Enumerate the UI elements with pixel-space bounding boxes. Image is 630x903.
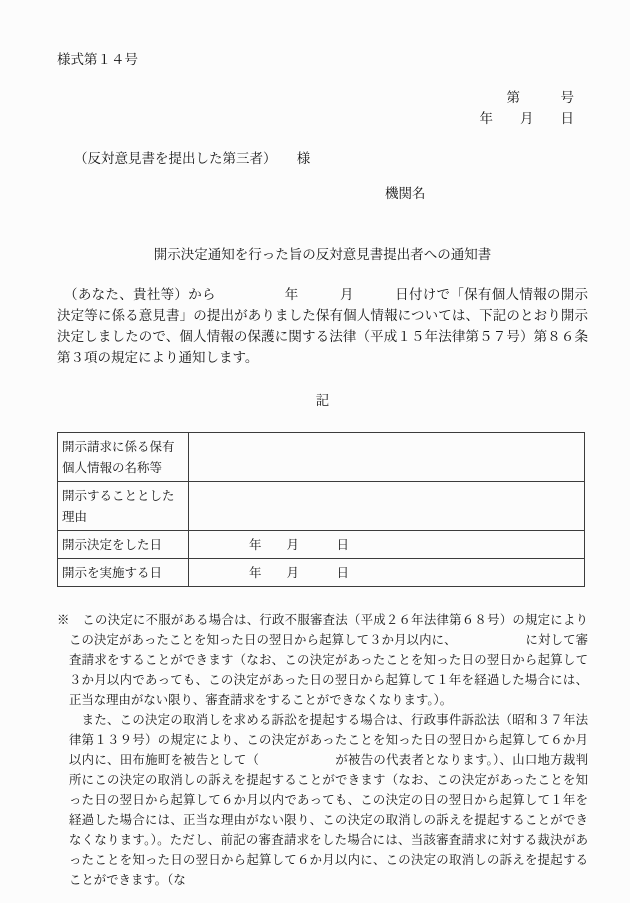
form-number: 様式第１４号	[57, 52, 138, 68]
table-label-decision-date: 開示決定をした日	[58, 531, 189, 559]
agency-name-label: 機関名	[385, 186, 426, 202]
document-title: 開示決定通知を行った旨の反対意見書提出者への通知書	[153, 247, 492, 263]
table-value-decision-date: 年 月 日	[189, 531, 585, 559]
table-value-implementation-date: 年 月 日	[189, 559, 585, 587]
table-row-decision-date	[58, 531, 585, 559]
document-date-line: 年 月 日	[479, 111, 574, 127]
table-value-information-name	[189, 433, 585, 482]
record-marker: 記	[315, 393, 330, 409]
table-row-disclosure-reason	[58, 482, 585, 531]
body-paragraph: （あなた、貴社等）から 年 月 日付けで「保有個人情報の開示決定等に係る意見書」の提出がありました保有個人情報については、下記のとおり開示決定しましたので、個人情報の保護に関する法律（平成１５年法律第５７号）第８６条第３項の規定により通知します。	[57, 287, 588, 366]
table-label-disclosure-reason: 開示することとした理由	[58, 482, 189, 531]
decision-table	[57, 432, 585, 587]
appeal-note-paragraph-2: また、この決定の取消しを求める訴訟を提起する場合は、行政事件訴訟法（昭和３７年法律第１３９号）の規定により、この決定があったことを知った日の翌日から起算して６か月以内に、田布施町を被告として（ が被告の代表者となります。）、山口地方裁判所にこの決定の取消しの訴えを提起することができます（なお、この決定があったことを知った日の翌日から起算して６か月以内であっても、この決定の日の翌日から起算して１年を経過した場合には、正当な理由がない限り、この決定の取消しの訴えを提起することができなくなります。）。ただし、前記の審査請求をした場合には、当該審査請求に対する裁決があったことを知った日の翌日から起算して６か月以内に、この決定の取消しの訴えを提起することができます。（な	[69, 712, 588, 887]
table-row-implementation-date	[58, 559, 585, 587]
table-row-information-name	[58, 433, 585, 482]
document-number-line: 第 号	[506, 90, 574, 106]
table-value-disclosure-reason	[189, 482, 585, 531]
appeal-note-paragraph-1: ※ この決定に不服がある場合は、行政不服審査法（平成２６年法律第６８号）の規定によりこの決定があったことを知った日の翌日から起算して３か月以内に、 に対して審査請求をすることができます（なお、この決定があったことを知った日の翌日から起算して３か月以内であっても、この決定があった日の翌日から起算して１年を経過した場合には、正当な理由がない限り、審査請求をすることができなくなります。）。	[57, 612, 588, 707]
appeal-note	[57, 610, 588, 890]
table-label-information-name: 開示請求に係る保有個人情報の名称等	[58, 433, 189, 482]
addressee-line: （反対意見書を提出した第三者） 様	[74, 151, 311, 167]
table-label-implementation-date: 開示を実施する日	[58, 559, 189, 587]
